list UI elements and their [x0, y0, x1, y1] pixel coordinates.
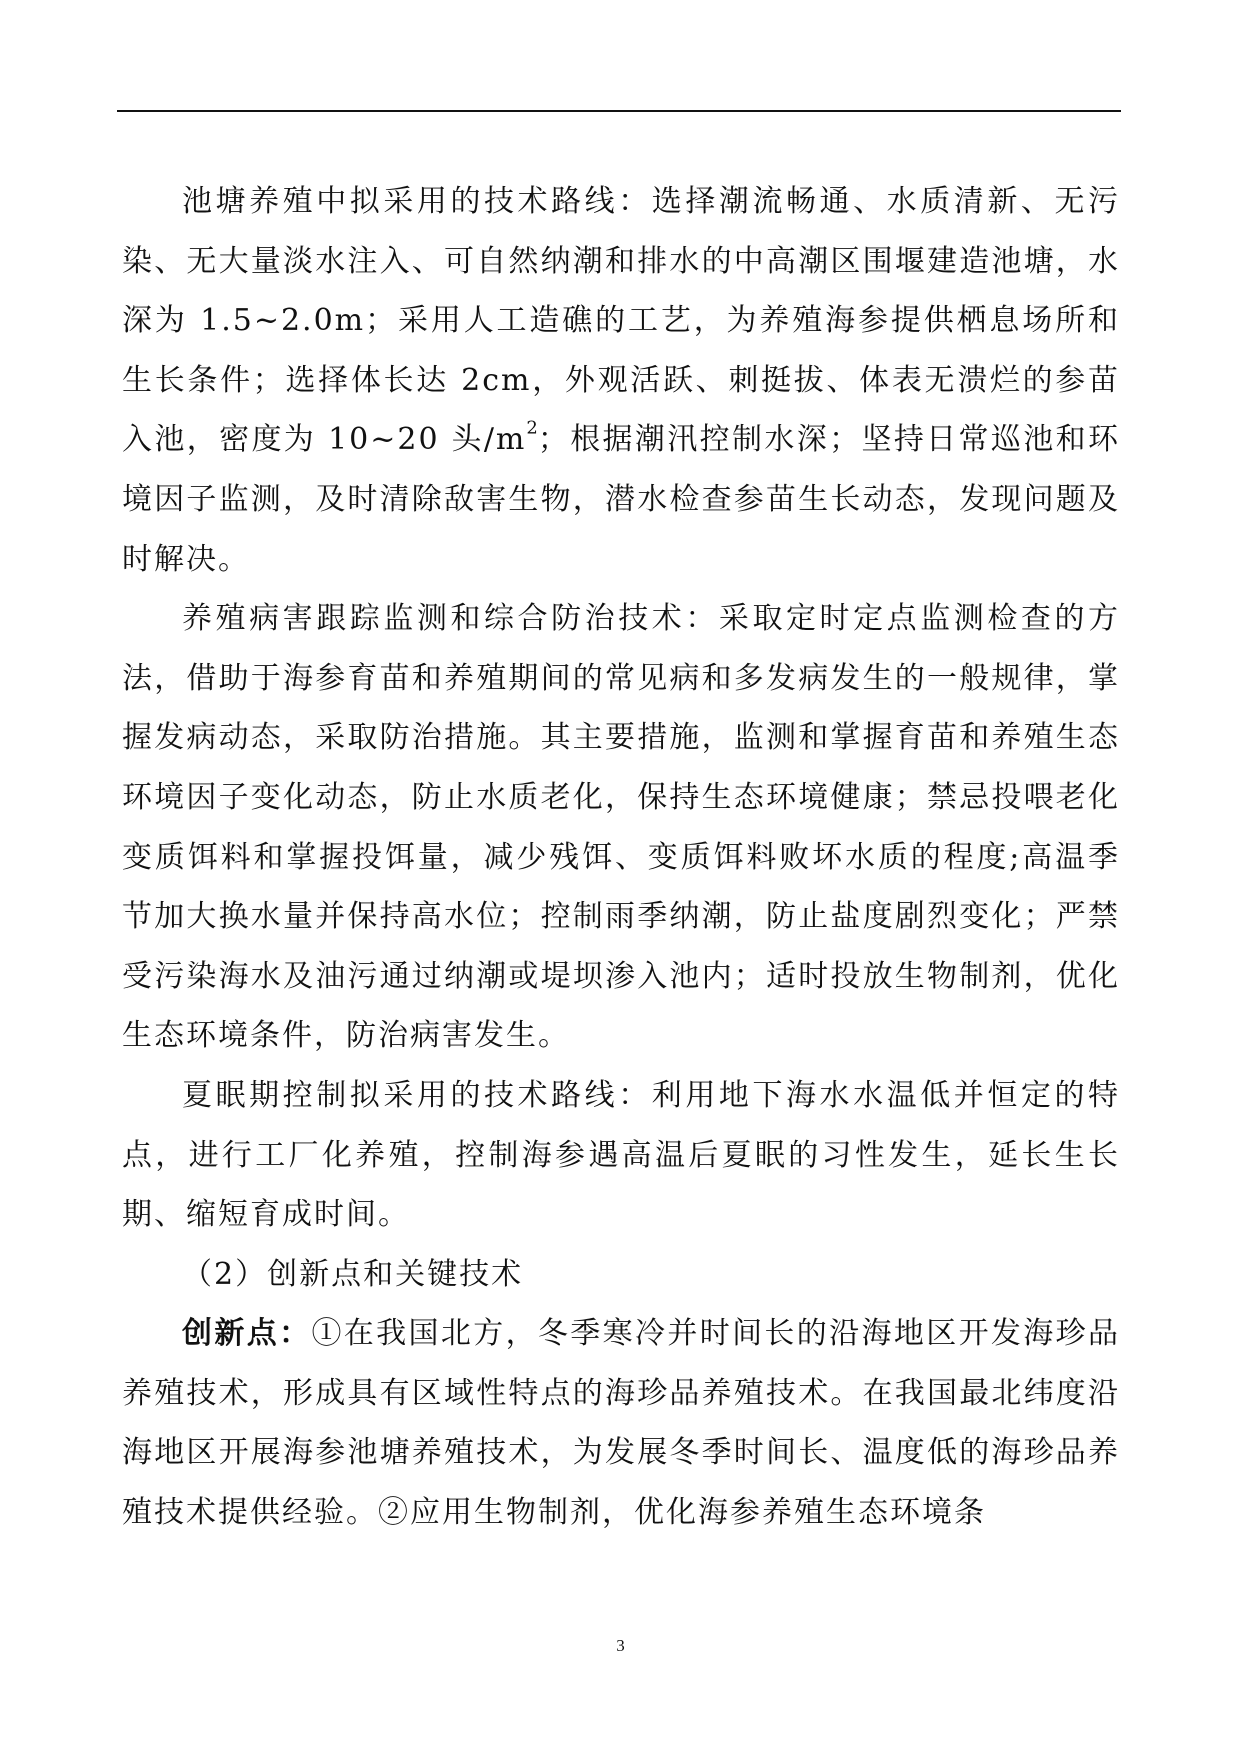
paragraph-disease-monitoring: 养殖病害跟踪监测和综合防治技术：采取定时定点监测检查的方法，借助于海参育苗和养殖期间的常见病和多发病发生的一般规律，掌握发病动态，采取防治措施。其主要措施，监测和掌握育苗和养殖生态环境因子变化动态，防止水质老化，保持生态环境健康；禁忌投喂老化变质饵料和掌握投饵量，减少残饵、变质饵料败坏水质的程度;高温季节加大换水量并保持高水位；控制雨季纳潮，防止盐度剧烈变化；严禁受污染海水及油污通过纳潮或堤坝渗入池内；适时投放生物制剂，优化生态环境条件，防治病害发生。: [122, 601, 1120, 1054]
paragraph-aestivation-control: 夏眠期控制拟采用的技术路线：利用地下海水水温低并恒定的特点，进行工厂化养殖，控制海参遇高温后夏眠的习性发生，延长生长期、缩短育成时间。: [122, 1077, 1120, 1233]
paragraph-innovation: [122, 1304, 1120, 1542]
paragraph-pond-culture: [122, 172, 1120, 589]
paragraph-pond-culture-text-a: 池塘养殖中拟采用的技术路线：选择潮流畅通、水质清新、无污染、无大量淡水注入、可自然纳潮和排水的中高潮区围堰建造池塘，水深为 1.5~2.0m；采用人工造礁的工艺，为养殖海参提供栖息场所和生长条件；选择体长达 2cm，外观活跃、刺挺拔、体表无溃烂的参苗入池，密度为 10~20 头/m: [122, 184, 1120, 458]
innovation-label: 创新点：: [182, 1316, 312, 1352]
section-heading: （2）创新点和关键技术: [182, 1256, 524, 1292]
superscript-square: 2: [526, 418, 538, 440]
document-body: [122, 172, 1120, 1543]
header-rule: [117, 110, 1121, 112]
innovation-text: ①在我国北方，冬季寒冷并时间长的沿海地区开发海珍品养殖技术，形成具有区域性特点的海珍品养殖技术。在我国最北纬度沿海地区开展海参池塘养殖技术，为发展冬季时间长、温度低的海珍品养殖技术提供经验。②应用生物制剂，优化海参养殖生态环境条: [122, 1316, 1121, 1531]
paragraph-pond-culture-text-b: ；根据潮汛控制水深；坚持日常巡池和环境因子监测，及时清除敌害生物，潜水检查参苗生长动态，发现问题及时解决。: [122, 422, 1120, 577]
page-number: 3: [616, 1636, 625, 1655]
